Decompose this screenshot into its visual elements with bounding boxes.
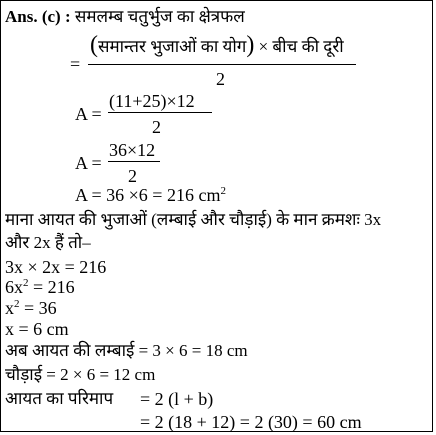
answer-title: समलम्ब चतुर्भुज का क्षेत्रफल [74,7,245,26]
step3-result [75,186,226,204]
formula-numerator [90,33,344,57]
length-line: अब आयत की लम्बाई = 3 × 6 = 18 cm [5,341,248,360]
formula-numerator-inner: समान्तर भुजाओं का योग [98,37,247,56]
answer-heading [5,8,245,25]
step2-fraction-bar [108,161,160,162]
equation-2-base: 6x [5,277,23,297]
formula-equals: = [70,54,81,74]
perimeter-line-1: = 2 (l + b) [140,389,214,409]
equation-1: 3x × 2x = 216 [5,257,107,277]
equation-4: x = 6 cm [5,319,69,339]
formula-denominator: 2 [216,69,225,89]
equation-3-sup: 2 [14,298,20,310]
close-paren: ) [246,32,255,58]
equation-2 [5,278,75,296]
para-line-2: और 2x हैं तो– [5,233,91,252]
answer-label: Ans. (c) : [5,7,71,26]
step1-numerator: (11+25)×12 [109,91,195,111]
equation-2-rest: = 216 [28,277,75,297]
step2-numerator: 36×12 [109,140,156,160]
step2-lhs: A = [75,153,102,173]
equation-3-rest: = 36 [19,298,57,318]
perimeter-line-2: = 2 (18 + 12) = 2 (30) = 60 cm [140,412,362,432]
formula-fraction-bar [88,64,356,65]
step3-sup: 2 [220,185,226,197]
formula-times: × [258,37,269,56]
step1-fraction-bar [108,112,212,113]
para-line-1: माना आयत की भुजाओं (लम्बाई और चौड़ाई) के मान क्रमशः 3x [5,210,382,229]
equation-2-sup: 2 [23,277,29,289]
equation-3 [5,299,57,317]
formula-numerator-tail: बीच की दूरी [272,37,344,56]
step1-denominator: 2 [152,117,161,137]
step1-lhs: A = [75,104,102,124]
equation-3-base: x [5,298,14,318]
open-paren: ( [90,32,98,58]
step2-denominator: 2 [128,166,137,186]
perimeter-label: आयत का परिमाप [5,389,114,408]
width-line: चौड़ाई = 2 × 6 = 12 cm [5,365,156,384]
step3-text: A = 36 ×6 = 216 cm [75,185,221,205]
